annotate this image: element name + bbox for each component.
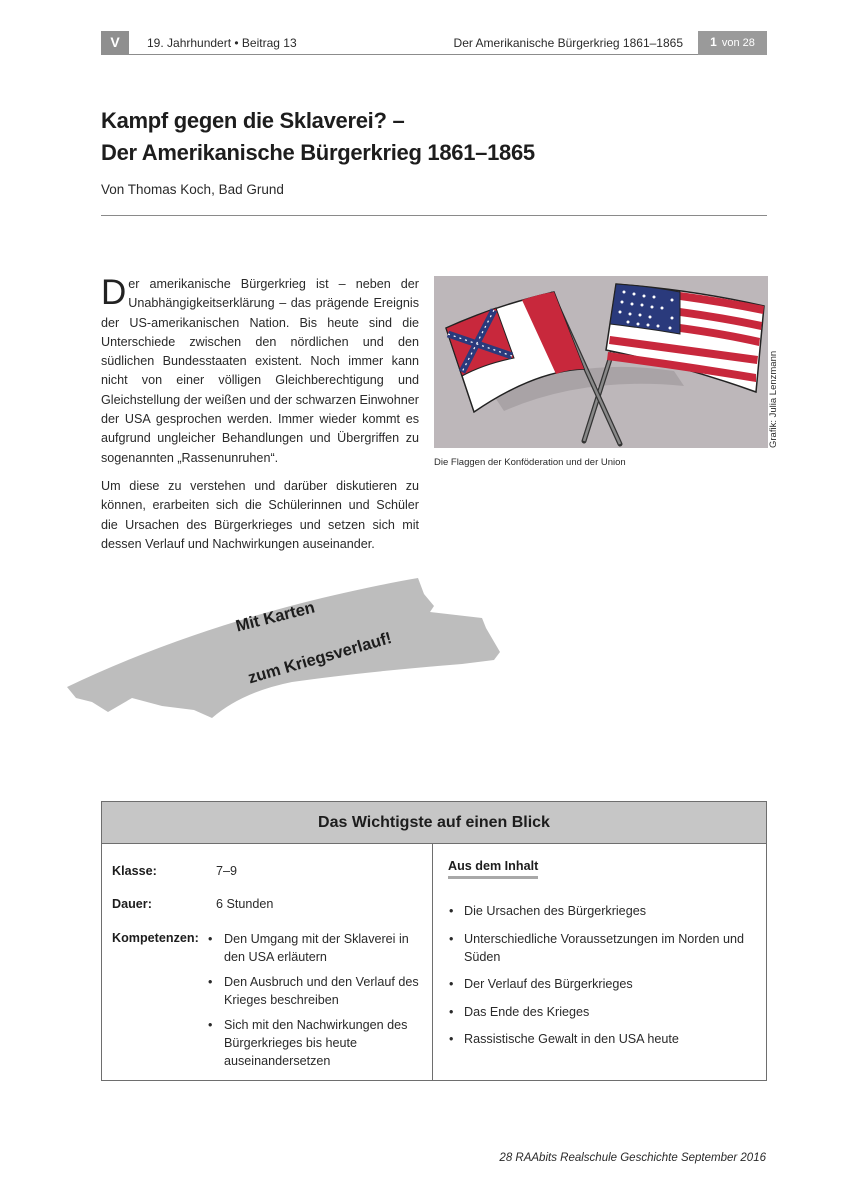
inhalt-item: • Unterschiedliche Voraussetzungen im Norden und Süden [449,930,759,966]
inhalt-list [449,902,759,1058]
kompetenz-item: • Sich mit den Nachwirkungen des Bürgerkrieges bis heute auseinandersetzen [208,1016,430,1070]
page-indicator [698,31,767,55]
crossed-flags-icon [434,276,768,448]
series-label: 19. Jahrhundert • Beitrag 13 [147,36,297,50]
inhalt-heading: Aus dem Inhalt [448,859,538,879]
page-header [101,31,767,55]
klasse-label: Klasse: [112,864,157,878]
intro-paragraph-1 [101,275,419,468]
page-current: 1 [710,35,717,49]
title-line-1: Kampf gegen die Sklaverei? – [101,108,405,133]
brush-stroke-banner [62,572,522,732]
intro-text [101,275,419,563]
inhalt-item: • Die Ursachen des Bürgerkrieges [449,902,759,920]
kompetenz-item: • Den Umgang mit der Sklaverei in den USA erläutern [208,930,430,966]
title-line-2: Der Amerikanische Bürgerkrieg 1861–1865 [101,140,535,165]
inhalt-item: • Rassistische Gewalt in den USA heute [449,1030,759,1048]
author-line: Von Thomas Koch, Bad Grund [101,182,284,197]
intro-paragraph-2: Um diese zu verstehen und darüber diskutieren zu können, erarbeiten sich die Schülerinnen und Schüler die Ursachen des Bürgerkrieges und setzen sich mit dessen Verlauf und Nachwirkungen auseinander. [101,478,419,551]
page-title [101,105,535,169]
inhalt-item: • Der Verlauf des Bürgerkrieges [449,975,759,993]
dauer-value: 6 Stunden [216,897,274,911]
summary-box [101,801,767,1081]
section-badge: V [101,31,129,55]
klasse-value: 7–9 [216,864,238,878]
dauer-label: Dauer: [112,897,152,911]
page-total: von 28 [721,37,755,49]
content-overview [433,844,766,1080]
summary-details [102,844,433,1080]
figure-caption: Die Flaggen der Konföderation und der Union [434,457,626,468]
summary-box-heading: Das Wichtigste auf einen Blick [102,802,766,844]
banner-line-1: Mit Karten [234,598,317,636]
kompetenz-item: • Den Ausbruch und den Verlauf des Krieges beschreiben [208,973,430,1009]
image-credit: Grafik: Julia Lenzmann [768,350,779,448]
topic-label: Der Amerikanische Bürgerkrieg 1861–1865 [453,36,683,50]
title-divider [101,215,767,216]
drop-cap: D [101,273,127,312]
intro-paragraph-1-text: er amerikanische Bürgerkrieg ist – neben der Unabhängigkeitserklärung – das prägende Ereignis der US-amerikanischen Nation. Bis heute sind die Unterschiede zwischen den nördlichen und den südlichen Bundesstaaten existent. Noch immer kann nicht von einer völligen Gleichberechtigung und Gleichstellung der weißen und der schwarzen Einwohner der USA gesprochen werden. Immer wieder kommt es aufgrund ungleicher Behandlungen und Übergriffen zu sogenannten „Rassenunruhen“. [101,277,419,465]
page-footer: 28 RAAbits Realschule Geschichte September 2016 [499,1152,766,1164]
kompetenzen-label: Kompetenzen: [112,931,199,945]
kompetenzen-list [208,930,430,1077]
flags-illustration [434,276,768,448]
banner-line-2: zum Kriegsverlauf! [246,629,394,688]
inhalt-item: • Das Ende des Krieges [449,1003,759,1021]
